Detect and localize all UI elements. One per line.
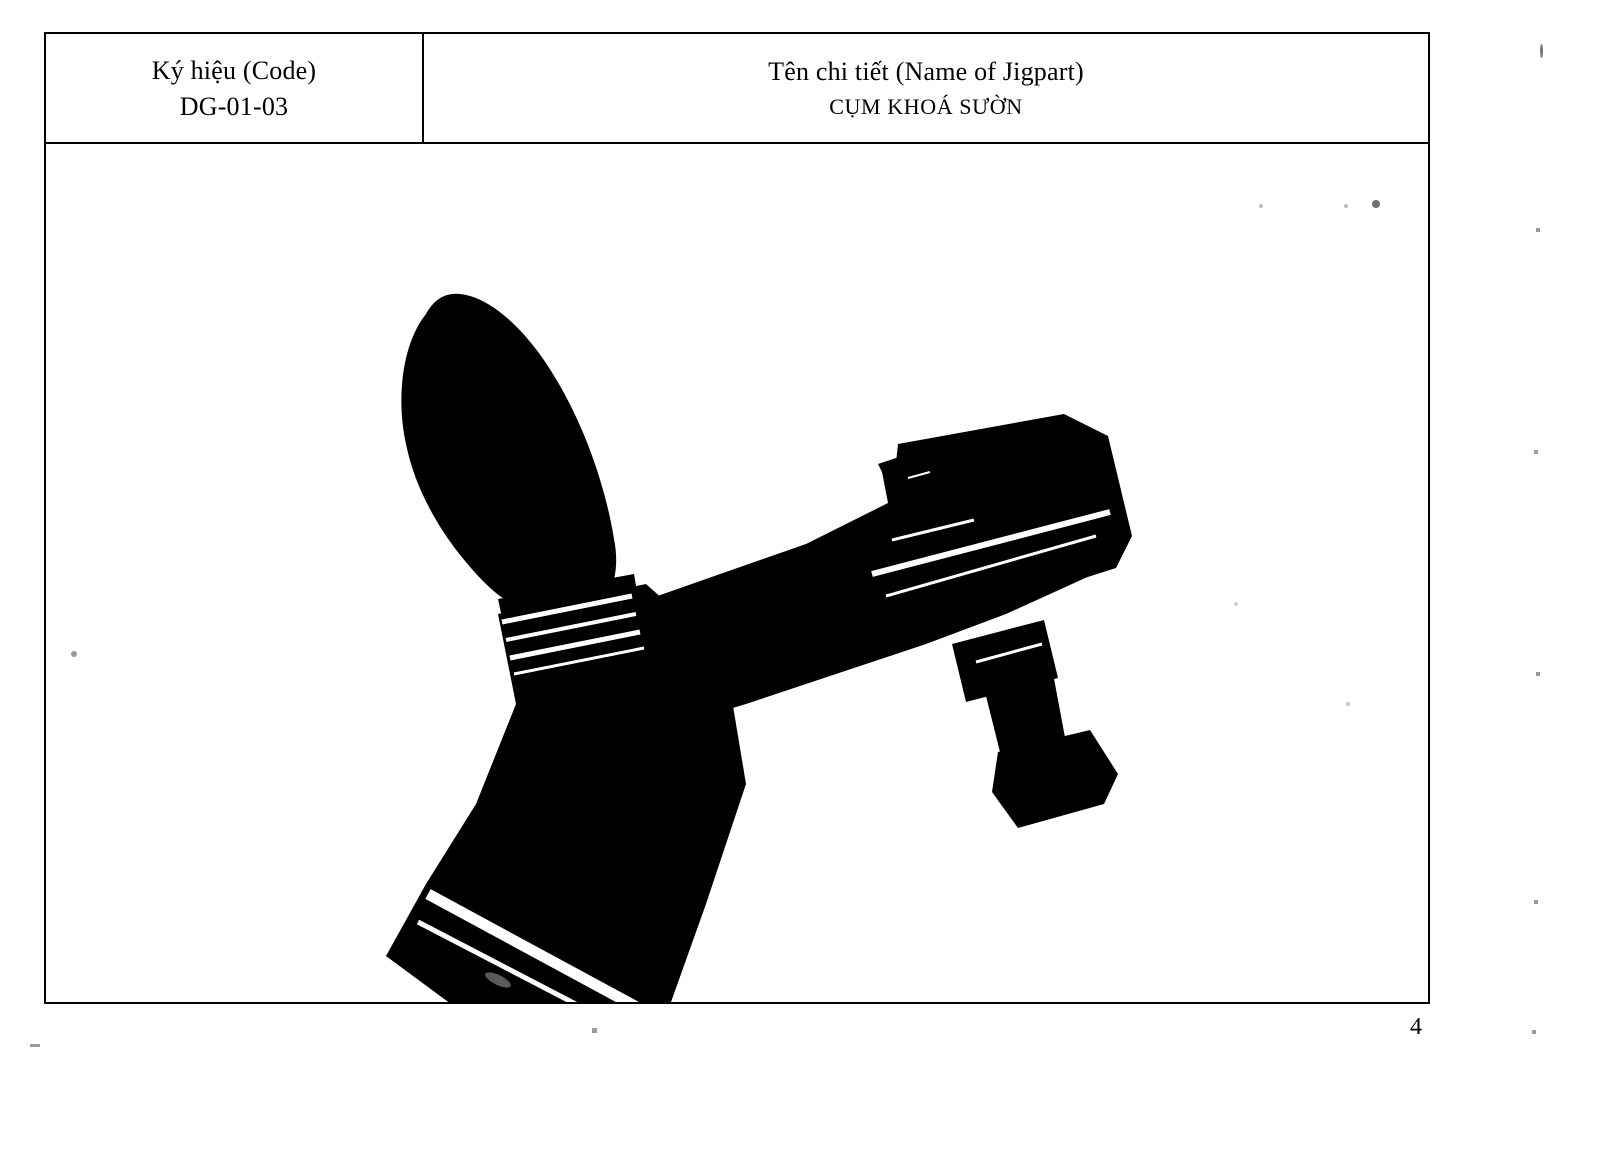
scan-speckle xyxy=(30,1044,40,1047)
scan-speckle xyxy=(592,1028,597,1033)
scan-speckle xyxy=(1534,900,1538,904)
scan-speckle xyxy=(1540,44,1543,58)
clamp-silhouette-icon xyxy=(46,144,1428,1002)
scan-speckle xyxy=(1536,672,1540,676)
name-label: Tên chi tiết (Name of Jigpart) xyxy=(768,57,1084,86)
scan-speckle xyxy=(1532,1030,1536,1034)
code-label: Ký hiệu (Code) xyxy=(151,56,317,85)
name-cell xyxy=(424,34,1428,142)
code-cell xyxy=(46,34,424,142)
title-block xyxy=(46,34,1428,144)
code-value: DG-01-03 xyxy=(179,92,289,121)
page-number: 4 xyxy=(1410,1014,1422,1040)
scan-speckle xyxy=(1536,228,1540,232)
drawing-sheet-border xyxy=(44,32,1430,1004)
name-value: CỤM KHOÁ SƯỜN xyxy=(829,94,1023,119)
scan-speckle xyxy=(1534,450,1538,454)
drawing-area xyxy=(46,144,1428,1002)
